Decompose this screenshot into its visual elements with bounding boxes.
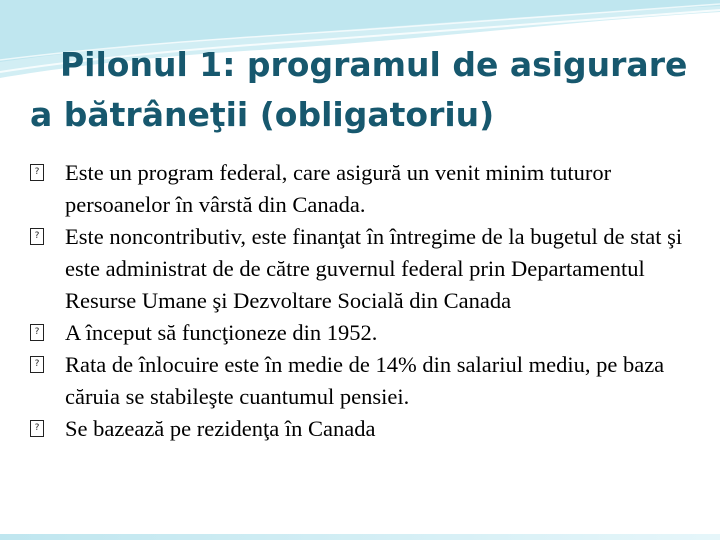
title-line-2: a bătrâneţii (obligatoriu): [30, 95, 495, 134]
bullet-text: Este noncontributiv, este finanţat în întregime de la bugetul de stat şi este administrat de de către guvernul federal prin Departamentul Resurse Umane şi Dezvoltare Socială din Canada: [65, 224, 683, 313]
bullet-item: [30, 413, 700, 445]
bullet-item: [30, 221, 700, 317]
bullet-list: [30, 157, 700, 445]
missing-glyph-bullet-icon: [30, 356, 44, 373]
bullet-item: [30, 317, 700, 349]
bullet-text: Este un program federal, care asigură un venit minim tuturor persoanelor în vârstă din Canada.: [65, 160, 612, 217]
missing-glyph-bullet-icon: [30, 324, 44, 341]
footer-band: [0, 534, 720, 540]
missing-glyph-bullet-icon: [30, 228, 44, 245]
bullet-text: Rata de înlocuire este în medie de 14% din salariul mediu, pe baza căruia se stabileşte cuantumul pensiei.: [65, 352, 665, 409]
slide-title: [30, 40, 690, 140]
bullet-item: [30, 157, 700, 221]
bullet-text: A început să funcţioneze din 1952.: [65, 320, 378, 345]
bullet-item: [30, 349, 700, 413]
missing-glyph-bullet-icon: [30, 164, 44, 181]
title-line-1: Pilonul 1: programul de asigurare: [60, 45, 688, 84]
bullet-text: Se bazează pe rezidenţa în Canada: [65, 416, 376, 441]
missing-glyph-bullet-icon: [30, 420, 44, 437]
